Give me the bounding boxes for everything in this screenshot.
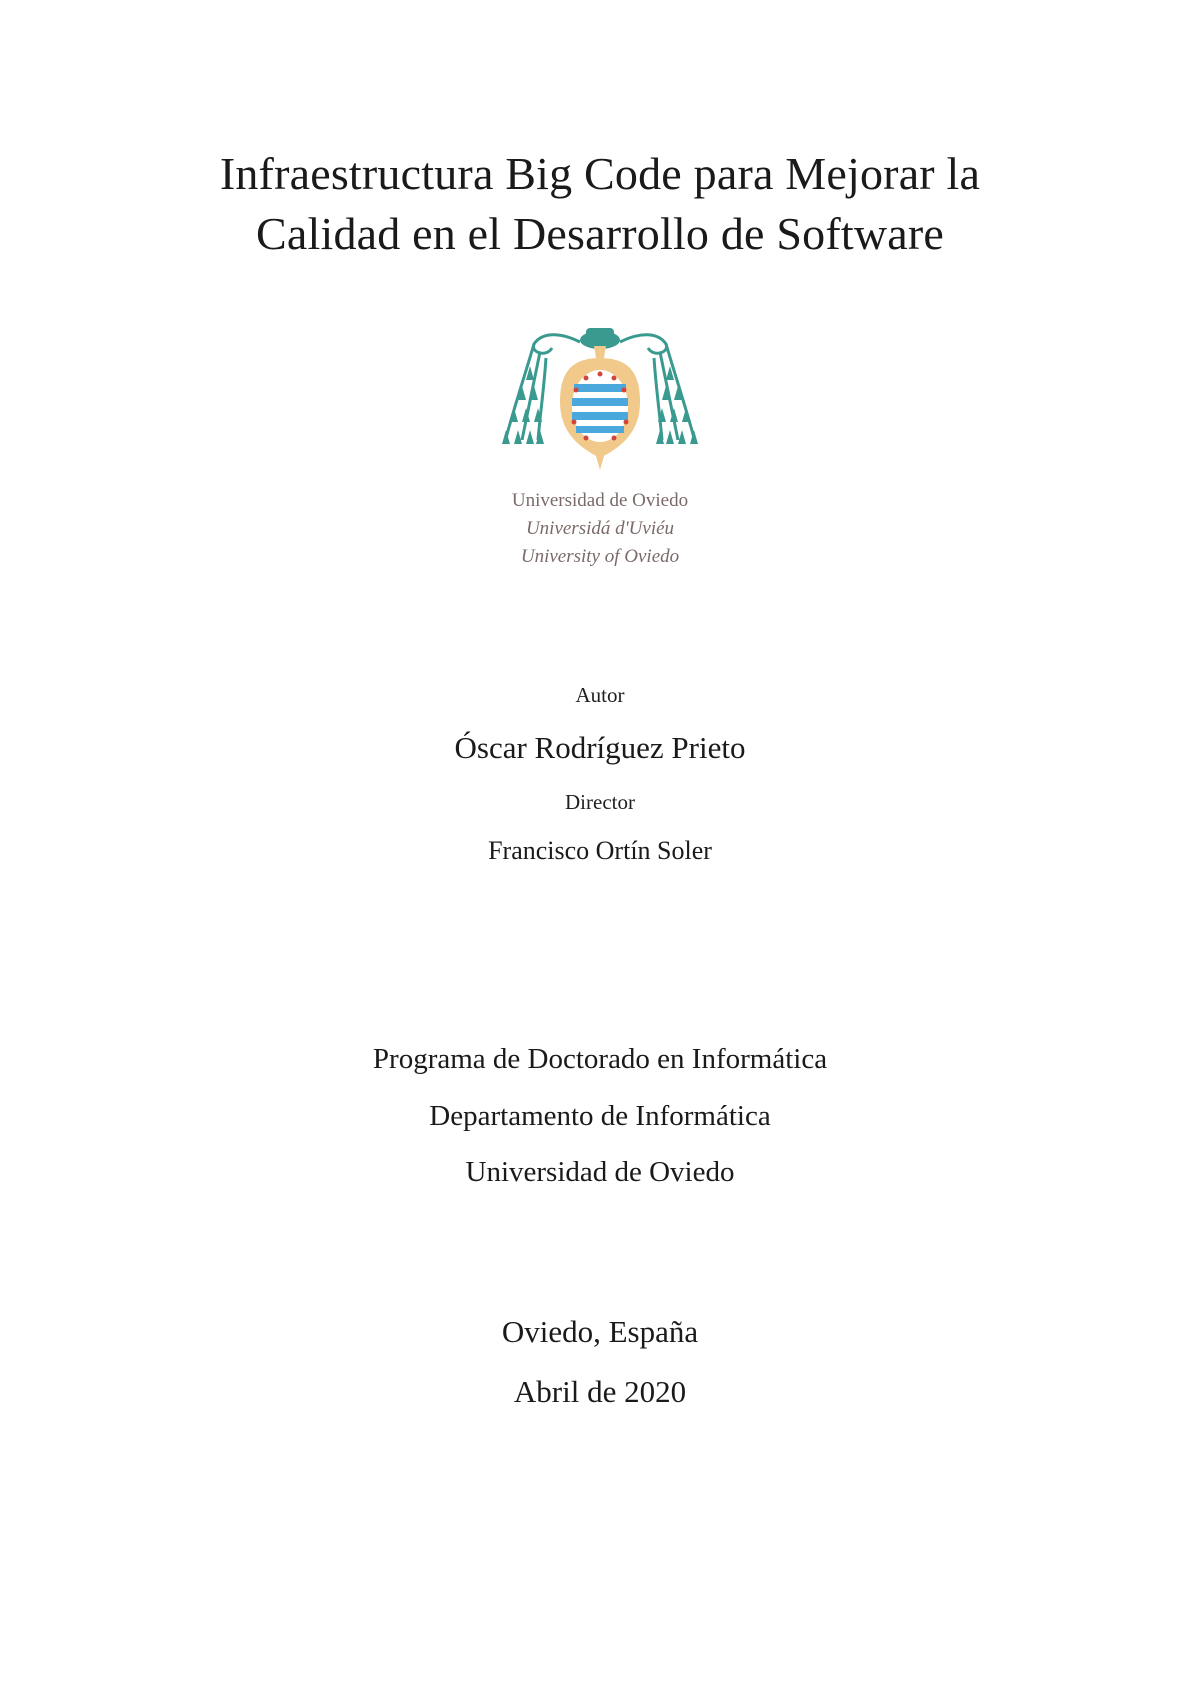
thesis-title-line-1: Infraestructura Big Code para Mejorar la [219,148,981,199]
author-name: Óscar Rodríguez Prieto [454,730,746,765]
author-label: Autor [575,683,625,707]
logo-text-english: University of Oviedo [520,546,680,567]
director-name: Francisco Ortín Soler [488,836,712,865]
thesis-title-line-2: Calidad en el Desarrollo de Software [255,208,944,259]
coat-of-arms-drawing [490,318,710,488]
doctoral-program: Programa de Doctorado en Informática [372,1043,828,1075]
director-label: Director [565,790,635,814]
logo-text-spanish: Universidad de Oviedo [511,490,689,511]
logo-text-asturian: Universidá d'Uviéu [525,518,675,539]
university-coat-of-arms-icon [490,318,710,488]
department: Departamento de Informática [429,1100,771,1132]
date: Abril de 2020 [513,1374,687,1409]
university: Universidad de Oviedo [465,1156,735,1188]
place: Oviedo, España [501,1314,699,1349]
